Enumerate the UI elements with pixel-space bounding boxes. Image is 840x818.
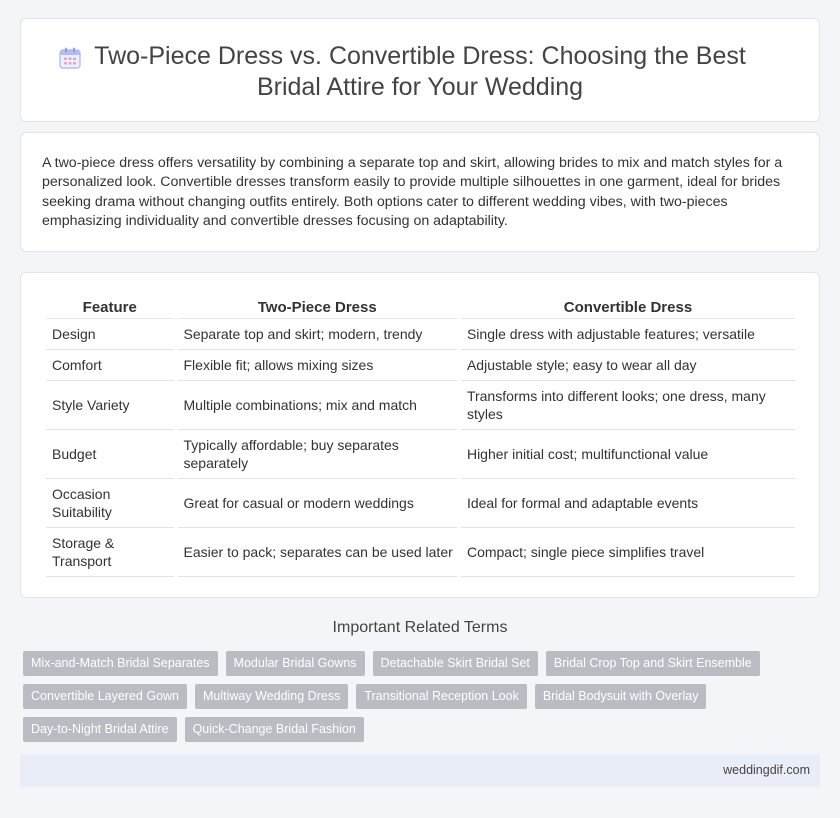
related-term-tag[interactable]: Bridal Crop Top and Skirt Ensemble	[546, 651, 760, 676]
footer	[20, 754, 820, 787]
convertible-cell: Single dress with adjustable features; versatile	[461, 319, 795, 350]
table-row	[46, 319, 795, 350]
two-piece-cell: Typically affordable; buy separates separately	[178, 430, 457, 479]
two-piece-cell: Multiple combinations; mix and match	[178, 381, 457, 430]
header-feature: Feature	[46, 295, 174, 319]
feature-cell: Budget	[46, 430, 174, 479]
related-term-tag[interactable]: Modular Bridal Gowns	[226, 651, 365, 676]
table-row	[46, 350, 795, 381]
feature-cell: Storage & Transport	[46, 528, 174, 577]
convertible-cell: Adjustable style; easy to wear all day	[461, 350, 795, 381]
related-term-tag[interactable]: Convertible Layered Gown	[23, 684, 187, 709]
related-term-tag[interactable]: Multiway Wedding Dress	[195, 684, 348, 709]
convertible-cell: Compact; single piece simplifies travel	[461, 528, 795, 577]
two-piece-cell: Easier to pack; separates can be used later	[178, 528, 457, 577]
feature-cell: Design	[46, 319, 174, 350]
feature-cell: Occasion Suitability	[46, 479, 174, 528]
related-term-tag[interactable]: Quick-Change Bridal Fashion	[185, 717, 364, 742]
related-terms-title: Important Related Terms	[332, 619, 508, 636]
table-row	[46, 381, 795, 430]
two-piece-cell: Separate top and skirt; modern, trendy	[178, 319, 457, 350]
summary-card	[20, 132, 820, 252]
table-row	[46, 479, 795, 528]
feature-cell: Comfort	[46, 350, 174, 381]
two-piece-cell: Flexible fit; allows mixing sizes	[178, 350, 457, 381]
related-terms-tags	[23, 651, 823, 750]
convertible-cell: Transforms into different looks; one dress, many styles	[461, 381, 795, 430]
header-convertible: Convertible Dress	[461, 295, 795, 319]
footer-site-link[interactable]: weddingdif.com	[723, 763, 810, 777]
feature-cell: Style Variety	[46, 381, 174, 430]
header-two-piece: Two-Piece Dress	[178, 295, 457, 319]
comparison-table-card	[20, 272, 820, 598]
table-header-row	[46, 295, 795, 319]
related-term-tag[interactable]: Day-to-Night Bridal Attire	[23, 717, 177, 742]
header-card	[20, 18, 820, 122]
page-title: Two-Piece Dress vs. Convertible Dress: Choosing the Best Bridal Attire for Your Wedding	[94, 42, 746, 101]
comparison-table	[42, 295, 799, 577]
table-row	[46, 430, 795, 479]
related-term-tag[interactable]: Mix-and-Match Bridal Separates	[23, 651, 218, 676]
related-term-tag[interactable]: Bridal Bodysuit with Overlay	[535, 684, 707, 709]
two-piece-cell: Great for casual or modern weddings	[178, 479, 457, 528]
convertible-cell: Ideal for formal and adaptable events	[461, 479, 795, 528]
related-term-tag[interactable]: Transitional Reception Look	[356, 684, 527, 709]
convertible-cell: Higher initial cost; multifunctional value	[461, 430, 795, 479]
table-row	[46, 528, 795, 577]
related-term-tag[interactable]: Detachable Skirt Bridal Set	[373, 651, 538, 676]
summary-text: A two-piece dress offers versatility by combining a separate top and skirt, allowing brides to mix and match styles for a personalized look. Convertible dresses transform easily to provide multiple silhouettes in one garment, ideal for brides seeking drama without changing outfits entirely. Both options cater to different wedding vibes, with two-pieces emphasizing individuality and convertible dresses focusing on adaptability.	[42, 155, 783, 230]
